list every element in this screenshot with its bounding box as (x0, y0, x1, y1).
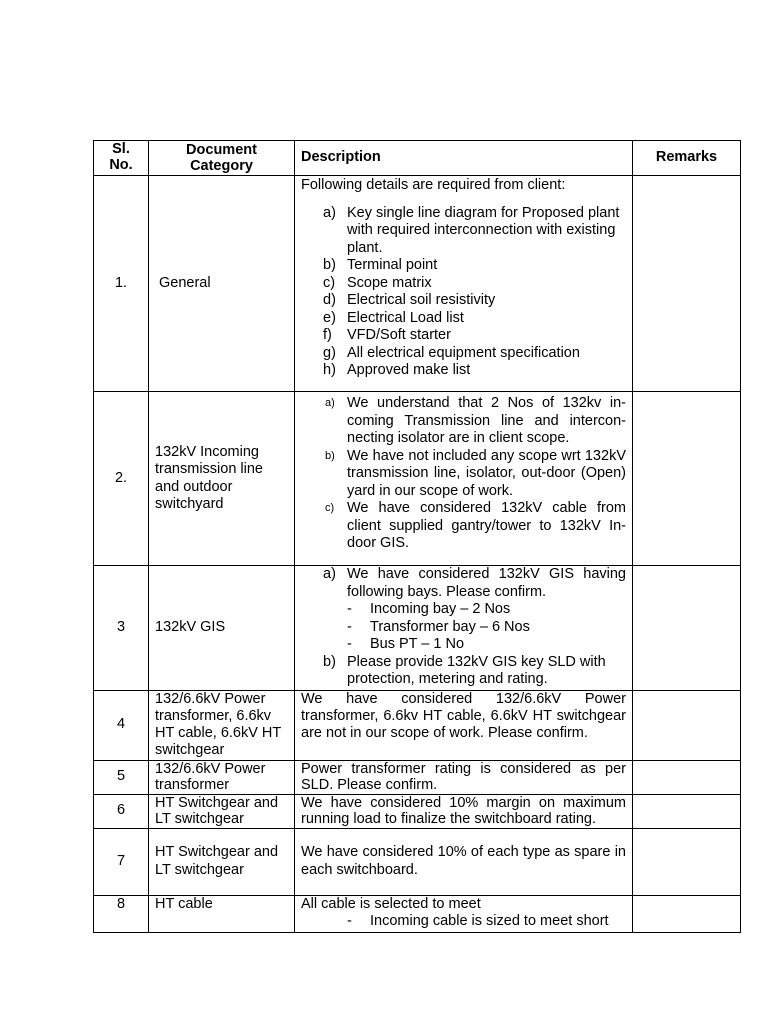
list-item: b) Terminal point (323, 257, 438, 273)
row-sl-no: 6 (94, 794, 149, 828)
list-item: c) We have considered 132kV cable from client supplied gantry/tower to 132kV In-door GIS. (325, 500, 626, 551)
gis-list (301, 566, 626, 601)
table-header-row (94, 141, 741, 176)
list-item: h) Approved make list (323, 362, 471, 378)
row-description: We have considered 10% of each type as spare in each switchboard. (295, 828, 633, 895)
table-row (94, 566, 741, 691)
row-remarks (633, 895, 741, 932)
list-item: - Incoming cable is sized to meet short (347, 913, 609, 929)
row-description (295, 176, 633, 392)
row-category: 132/6.6kV Power transformer (149, 760, 295, 794)
scope-table (93, 140, 741, 933)
list-item: g) All electrical equipment specification (323, 344, 580, 361)
row-sl-no: 4 (94, 690, 149, 760)
row-category: 132kV Incoming transmission line and outdoor switchyard (149, 392, 295, 566)
row-remarks (633, 566, 741, 691)
table-row (94, 760, 741, 794)
requirement-list (301, 205, 626, 380)
table-row (94, 794, 741, 828)
row-sl-no: 8 (94, 895, 149, 932)
header-sl-no: Sl. No. (94, 141, 149, 176)
list-item: - Transformer bay – 6 Nos (347, 618, 530, 635)
description-intro: All cable is selected to meet (301, 895, 481, 912)
row-description (295, 895, 633, 932)
row-sl-no: 7 (94, 828, 149, 895)
table-row (94, 176, 741, 392)
list-item: a) Key single line diagram for Proposed plant with required interconnection with existing plant. (323, 204, 620, 256)
header-document-category: Document Category (149, 141, 295, 176)
list-item: a) We understand that 2 Nos of 132kv in-coming Transmission line and intercon-necting isolator are in client scope. (325, 395, 626, 446)
list-item: - Incoming bay – 2 Nos (347, 601, 511, 617)
row-remarks (633, 690, 741, 760)
row-remarks (633, 828, 741, 895)
row-description: We have considered 132/6.6kV Power transformer, 6.6kv HT cable, 6.6kV HT switchgear are not in our scope of work. Please confirm. (295, 690, 633, 760)
row-sl-no: 1. (94, 176, 149, 392)
row-category: General (149, 176, 295, 392)
list-item: a) We have considered 132kV GIS having following bays. Please confirm. (323, 566, 626, 600)
table-row (94, 392, 741, 566)
header-description: Description (295, 141, 633, 176)
header-remarks: Remarks (633, 141, 741, 176)
row-category: HT Switchgear and LT switchgear (149, 794, 295, 828)
table-row (94, 828, 741, 895)
row-remarks (633, 760, 741, 794)
cable-sub-list (301, 913, 626, 931)
table-row (94, 690, 741, 760)
list-item: b) We have not included any scope wrt 132kV transmission line, isolator, out-door (Open) yard in our scope of work. (325, 447, 626, 499)
list-item: b) Please provide 132kV GIS key SLD with protection, metering and rating. (323, 653, 606, 687)
row-description: Power transformer rating is considered as per SLD. Please confirm. (295, 760, 633, 794)
row-description (295, 392, 633, 566)
row-category: HT cable (149, 895, 295, 932)
list-item: f) VFD/Soft starter (323, 327, 451, 343)
row-category: 132/6.6kV Power transformer, 6.6kv HT cable, 6.6kV HT switchgear (149, 690, 295, 760)
table-row (94, 895, 741, 932)
row-description (295, 566, 633, 691)
list-item: c) Scope matrix (323, 274, 432, 291)
bay-list (301, 601, 626, 654)
list-item: e) Electrical Load list (323, 309, 464, 326)
row-sl-no: 2. (94, 392, 149, 566)
row-sl-no: 3 (94, 566, 149, 691)
gis-list-b (301, 654, 626, 689)
row-category: HT Switchgear and LT switchgear (149, 828, 295, 895)
row-category: 132kV GIS (149, 566, 295, 691)
row-description: We have considered 10% margin on maximum running load to finalize the switchboard rating. (295, 794, 633, 828)
row-remarks (633, 794, 741, 828)
row-remarks (633, 176, 741, 392)
row-remarks (633, 392, 741, 566)
list-item: d) Electrical soil resistivity (323, 292, 496, 308)
description-intro: Following details are required from client: (301, 177, 566, 193)
row-sl-no: 5 (94, 760, 149, 794)
assumption-list (301, 395, 626, 553)
list-item: - Bus PT – 1 No (347, 636, 465, 652)
